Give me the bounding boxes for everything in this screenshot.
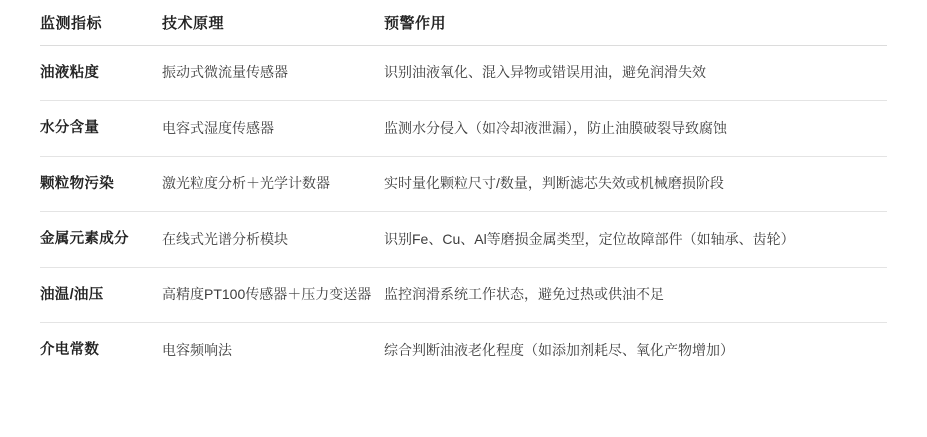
cell-effect: 识别Fe、Cu、Al等磨损金属类型，定位故障部件（如轴承、齿轮） xyxy=(384,212,887,267)
cell-principle: 电容式湿度传感器 xyxy=(162,101,384,156)
cell-effect: 监测水分侵入（如冷却液泄漏），防止油膜破裂导致腐蚀 xyxy=(384,101,887,156)
cell-metric: 油温/油压 xyxy=(40,267,162,322)
cell-principle: 振动式微流量传感器 xyxy=(162,46,384,101)
cell-principle: 在线式光谱分析模块 xyxy=(162,212,384,267)
cell-metric: 金属元素成分 xyxy=(40,212,162,267)
cell-effect: 监控润滑系统工作状态，避免过热或供油不足 xyxy=(384,267,887,322)
table-row xyxy=(40,156,887,211)
cell-metric: 介电常数 xyxy=(40,342,100,359)
cell-principle: 激光粒度分析＋光学计数器 xyxy=(162,156,384,211)
column-header-effect: 预警作用 xyxy=(384,0,887,46)
cell-principle: 高精度PT100传感器＋压力变送器 xyxy=(162,267,384,322)
cell-effect: 实时量化颗粒尺寸/数量，判断滤芯失效或机械磨损阶段 xyxy=(384,156,887,211)
column-header-metric: 监测指标 xyxy=(40,0,162,46)
table-row xyxy=(40,323,887,378)
table-row xyxy=(40,212,887,267)
cell-principle: 电容频响法 xyxy=(162,341,232,358)
cell-metric: 水分含量 xyxy=(40,101,162,156)
cell-metric: 油液粘度 xyxy=(40,46,162,101)
cell-metric: 颗粒物污染 xyxy=(40,156,162,211)
monitoring-spec-table xyxy=(40,0,887,378)
table-row xyxy=(40,101,887,156)
cell-effect: 综合判断油液老化程度（如添加剂耗尽、氧化产物增加） xyxy=(384,341,734,358)
table-body xyxy=(40,46,887,378)
table-row xyxy=(40,46,887,101)
column-header-principle: 技术原理 xyxy=(162,0,384,46)
table-header xyxy=(40,0,887,46)
table-header-row xyxy=(40,0,887,46)
cell-effect: 识别油液氧化、混入异物或错误用油，避免润滑失效 xyxy=(384,46,887,101)
table-row xyxy=(40,267,887,322)
